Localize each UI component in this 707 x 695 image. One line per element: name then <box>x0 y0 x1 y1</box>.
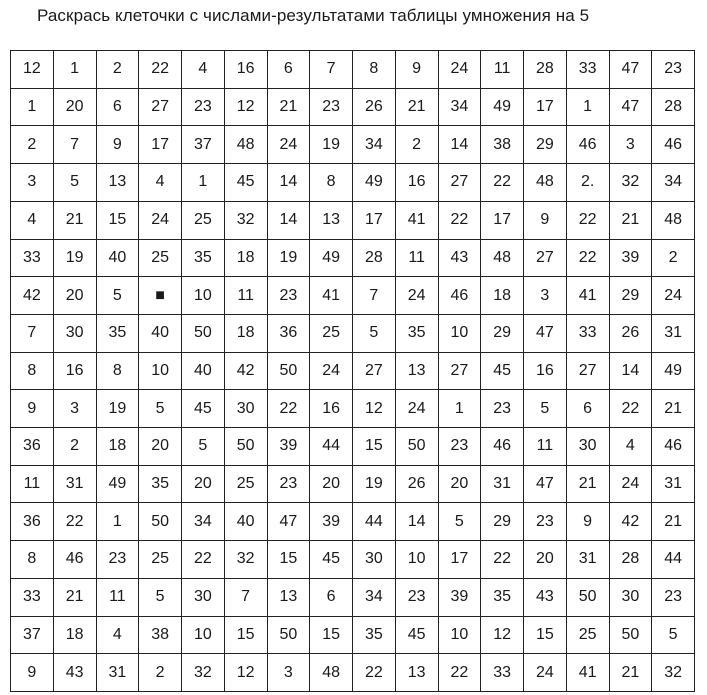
grid-cell[interactable]: 22 <box>566 239 609 277</box>
grid-cell[interactable]: 13 <box>395 352 438 390</box>
grid-cell[interactable]: 36 <box>267 314 310 352</box>
grid-cell[interactable]: 21 <box>652 390 695 428</box>
grid-row <box>11 164 695 202</box>
grid-cell[interactable]: 41 <box>395 201 438 239</box>
grid-cell[interactable]: 32 <box>224 541 267 579</box>
grid-cell[interactable]: 35 <box>182 239 225 277</box>
grid-cell[interactable]: 22 <box>353 654 396 692</box>
grid-cell[interactable]: 13 <box>96 164 139 202</box>
grid-cell[interactable]: 24 <box>438 51 481 89</box>
grid-cell[interactable]: 7 <box>224 578 267 616</box>
grid-cell[interactable]: 22 <box>182 541 225 579</box>
grid-cell[interactable]: 5 <box>652 616 695 654</box>
grid-cell[interactable]: 45 <box>182 390 225 428</box>
grid-cell[interactable]: 35 <box>481 578 524 616</box>
grid-cell[interactable]: 35 <box>139 465 182 503</box>
grid-cell[interactable]: 43 <box>438 239 481 277</box>
grid-cell[interactable]: 24 <box>609 465 652 503</box>
grid-cell[interactable]: 42 <box>224 352 267 390</box>
grid-cell[interactable]: 8 <box>96 352 139 390</box>
grid-cell[interactable]: 38 <box>139 616 182 654</box>
grid-row <box>11 541 695 579</box>
grid-cell[interactable]: 33 <box>481 654 524 692</box>
grid-cell[interactable]: 50 <box>224 428 267 466</box>
grid-cell[interactable]: 25 <box>139 239 182 277</box>
grid-cell[interactable]: 22 <box>267 390 310 428</box>
grid-cell[interactable]: 38 <box>481 126 524 164</box>
grid-cell[interactable]: 49 <box>353 164 396 202</box>
grid-cell[interactable]: 14 <box>395 503 438 541</box>
grid-cell[interactable]: 29 <box>524 126 567 164</box>
grid-cell[interactable]: 29 <box>609 277 652 315</box>
grid-cell[interactable]: 18 <box>96 428 139 466</box>
grid-cell[interactable]: 48 <box>524 164 567 202</box>
grid-cell[interactable]: 31 <box>652 314 695 352</box>
grid-cell[interactable]: 46 <box>652 428 695 466</box>
grid-row <box>11 654 695 692</box>
grid-cell[interactable]: 20 <box>53 88 96 126</box>
grid-cell[interactable]: 9 <box>566 503 609 541</box>
grid-cell[interactable]: 30 <box>609 578 652 616</box>
grid-cell[interactable]: 24 <box>310 352 353 390</box>
grid-cell[interactable]: 31 <box>481 465 524 503</box>
grid-cell[interactable]: 10 <box>438 616 481 654</box>
grid-cell[interactable]: 24 <box>652 277 695 315</box>
grid-cell[interactable]: 49 <box>481 88 524 126</box>
grid-cell[interactable]: 9 <box>11 654 54 692</box>
grid-row <box>11 352 695 390</box>
grid-cell[interactable]: 48 <box>652 201 695 239</box>
grid-cell[interactable]: 14 <box>438 126 481 164</box>
grid-cell[interactable]: 20 <box>182 465 225 503</box>
grid-row <box>11 578 695 616</box>
grid-cell[interactable]: 5 <box>353 314 396 352</box>
grid-cell[interactable]: 10 <box>438 314 481 352</box>
grid-cell[interactable]: 40 <box>224 503 267 541</box>
grid-cell[interactable]: 2 <box>96 51 139 89</box>
grid-cell[interactable]: 33 <box>11 239 54 277</box>
grid-cell[interactable]: 48 <box>481 239 524 277</box>
grid-cell[interactable]: 24 <box>524 654 567 692</box>
grid-cell[interactable]: 23 <box>310 88 353 126</box>
worksheet-title: Раскрась клеточки с числами-результатами таблицы умножения на 5 <box>37 6 590 25</box>
grid-row <box>11 390 695 428</box>
grid-row <box>11 428 695 466</box>
grid-cell[interactable]: 36 <box>11 503 54 541</box>
grid-cell[interactable]: 22 <box>609 390 652 428</box>
grid-cell[interactable]: 50 <box>267 616 310 654</box>
grid-cell[interactable]: 40 <box>182 352 225 390</box>
grid-cell[interactable]: 23 <box>652 578 695 616</box>
grid-cell[interactable]: 30 <box>224 390 267 428</box>
grid-cell[interactable]: 8 <box>11 352 54 390</box>
grid-cell[interactable]: 5 <box>53 164 96 202</box>
grid-cell[interactable]: 17 <box>481 201 524 239</box>
grid-cell[interactable]: 17 <box>353 201 396 239</box>
grid-cell[interactable]: 13 <box>310 201 353 239</box>
grid-cell[interactable]: 34 <box>652 164 695 202</box>
grid-cell[interactable]: 11 <box>395 239 438 277</box>
grid-cell[interactable]: 50 <box>267 352 310 390</box>
grid-cell[interactable]: 34 <box>438 88 481 126</box>
grid-cell[interactable]: 33 <box>11 578 54 616</box>
grid-cell[interactable]: 46 <box>53 541 96 579</box>
grid-cell[interactable]: 24 <box>395 277 438 315</box>
grid-cell[interactable]: 39 <box>310 503 353 541</box>
grid-cell[interactable]: 48 <box>224 126 267 164</box>
grid-cell[interactable]: 27 <box>524 239 567 277</box>
grid-cell[interactable]: 37 <box>182 126 225 164</box>
grid-cell[interactable]: 28 <box>353 239 396 277</box>
grid-cell[interactable]: 23 <box>524 503 567 541</box>
grid-cell[interactable]: 10 <box>139 352 182 390</box>
grid-cell[interactable]: 22 <box>139 51 182 89</box>
grid-cell[interactable]: 22 <box>53 503 96 541</box>
grid-cell[interactable]: 28 <box>524 51 567 89</box>
grid-cell[interactable]: 30 <box>566 428 609 466</box>
grid-cell[interactable]: 20 <box>524 541 567 579</box>
grid-cell[interactable]: 12 <box>224 88 267 126</box>
grid-cell[interactable]: 11 <box>224 277 267 315</box>
grid-cell[interactable]: 16 <box>310 390 353 428</box>
grid-cell[interactable]: 2 <box>652 239 695 277</box>
grid-cell[interactable]: 15 <box>96 201 139 239</box>
grid-cell[interactable]: 22 <box>481 541 524 579</box>
grid-row <box>11 239 695 277</box>
grid-cell[interactable]: 45 <box>395 616 438 654</box>
grid-cell[interactable]: 1 <box>53 51 96 89</box>
grid-cell[interactable]: 36 <box>11 428 54 466</box>
grid-cell[interactable]: 25 <box>182 201 225 239</box>
grid-cell[interactable]: 2 <box>395 126 438 164</box>
grid-cell[interactable]: 1 <box>566 88 609 126</box>
grid-cell[interactable]: 20 <box>438 465 481 503</box>
grid-cell[interactable]: 3 <box>53 390 96 428</box>
grid-cell[interactable]: 46 <box>438 277 481 315</box>
grid-cell[interactable]: 19 <box>96 390 139 428</box>
grid-cell[interactable]: 29 <box>481 314 524 352</box>
grid-cell[interactable]: 22 <box>438 201 481 239</box>
grid-cell[interactable]: 16 <box>524 352 567 390</box>
grid-cell[interactable]: 27 <box>438 352 481 390</box>
grid-cell[interactable]: 1 <box>96 503 139 541</box>
grid-cell[interactable]: 43 <box>53 654 96 692</box>
grid-cell[interactable]: 25 <box>139 541 182 579</box>
grid-cell[interactable]: 31 <box>53 465 96 503</box>
grid-cell[interactable]: 9 <box>11 390 54 428</box>
grid-cell[interactable]: 4 <box>139 164 182 202</box>
grid-cell[interactable]: 50 <box>609 616 652 654</box>
grid-cell[interactable]: 8 <box>11 541 54 579</box>
grid-cell[interactable]: 42 <box>609 503 652 541</box>
grid-cell[interactable]: 40 <box>139 314 182 352</box>
grid-cell[interactable]: 19 <box>353 465 396 503</box>
grid-cell[interactable]: 33 <box>566 314 609 352</box>
grid-cell[interactable]: 22 <box>566 201 609 239</box>
grid-cell[interactable]: 20 <box>53 277 96 315</box>
grid-cell[interactable]: 12 <box>353 390 396 428</box>
grid-cell[interactable]: 4 <box>609 428 652 466</box>
grid-cell[interactable]: 46 <box>481 428 524 466</box>
grid-cell[interactable]: 16 <box>395 164 438 202</box>
grid-cell[interactable]: 25 <box>310 314 353 352</box>
grid-cell[interactable]: 26 <box>353 88 396 126</box>
grid-cell[interactable]: 3 <box>609 126 652 164</box>
grid-cell[interactable]: 21 <box>267 88 310 126</box>
grid-cell[interactable]: 34 <box>353 126 396 164</box>
grid-cell[interactable]: 21 <box>53 201 96 239</box>
grid-cell[interactable]: 19 <box>53 239 96 277</box>
grid-cell[interactable]: 30 <box>53 314 96 352</box>
grid-cell[interactable]: 49 <box>652 352 695 390</box>
grid-cell[interactable]: 27 <box>566 352 609 390</box>
grid-cell[interactable]: 2. <box>566 164 609 202</box>
grid-cell[interactable]: 11 <box>96 578 139 616</box>
grid-cell[interactable]: 18 <box>224 314 267 352</box>
grid-cell[interactable]: 50 <box>566 578 609 616</box>
grid-cell[interactable]: 30 <box>353 541 396 579</box>
grid-cell[interactable]: 5 <box>438 503 481 541</box>
grid-cell[interactable]: 47 <box>609 88 652 126</box>
grid-body <box>11 51 695 692</box>
grid-cell[interactable]: 6 <box>267 51 310 89</box>
grid-cell[interactable]: 27 <box>353 352 396 390</box>
grid-cell[interactable]: 23 <box>652 51 695 89</box>
grid-cell[interactable]: 4 <box>96 616 139 654</box>
grid-cell[interactable]: 24 <box>139 201 182 239</box>
grid-cell[interactable]: 16 <box>224 51 267 89</box>
grid-cell[interactable]: 7 <box>53 126 96 164</box>
grid-cell[interactable]: 50 <box>395 428 438 466</box>
grid-row <box>11 88 695 126</box>
grid-cell[interactable]: 9 <box>524 201 567 239</box>
grid-cell[interactable]: 12 <box>224 654 267 692</box>
grid-cell[interactable]: 18 <box>53 616 96 654</box>
grid-cell[interactable]: 5 <box>139 578 182 616</box>
grid-cell[interactable]: 20 <box>139 428 182 466</box>
grid-cell[interactable]: 32 <box>609 164 652 202</box>
grid-cell[interactable]: 3 <box>267 654 310 692</box>
grid-row <box>11 314 695 352</box>
grid-cell[interactable]: 41 <box>566 277 609 315</box>
grid-cell[interactable]: 18 <box>481 277 524 315</box>
grid-cell[interactable]: 15 <box>524 616 567 654</box>
grid-cell[interactable]: 43 <box>524 578 567 616</box>
grid-cell[interactable]: 31 <box>96 654 139 692</box>
grid-cell[interactable]: 32 <box>224 201 267 239</box>
grid-row <box>11 503 695 541</box>
grid-cell[interactable]: 21 <box>395 88 438 126</box>
grid-cell[interactable]: 49 <box>310 239 353 277</box>
grid-cell[interactable]: 10 <box>395 541 438 579</box>
grid-cell[interactable]: 46 <box>652 126 695 164</box>
grid-cell[interactable]: 31 <box>652 465 695 503</box>
grid-cell[interactable]: 35 <box>395 314 438 352</box>
grid-cell[interactable]: 21 <box>566 465 609 503</box>
grid-cell[interactable]: 50 <box>139 503 182 541</box>
grid-cell[interactable]: 14 <box>267 201 310 239</box>
grid-cell[interactable]: 2 <box>53 428 96 466</box>
grid-cell[interactable]: 1 <box>11 88 54 126</box>
grid-cell[interactable]: 24 <box>395 390 438 428</box>
grid-cell[interactable]: 16 <box>53 352 96 390</box>
grid-row <box>11 51 695 89</box>
grid-cell[interactable]: 23 <box>96 541 139 579</box>
grid-cell[interactable]: 17 <box>139 126 182 164</box>
grid-cell[interactable]: 9 <box>395 51 438 89</box>
grid-cell[interactable]: 48 <box>310 654 353 692</box>
grid-cell[interactable]: 5 <box>139 390 182 428</box>
grid-cell[interactable]: 8 <box>310 164 353 202</box>
grid-cell[interactable]: 14 <box>609 352 652 390</box>
grid-cell[interactable]: 23 <box>481 390 524 428</box>
grid-cell[interactable]: 30 <box>182 578 225 616</box>
grid-cell[interactable]: 46 <box>566 126 609 164</box>
grid-cell[interactable]: 49 <box>96 465 139 503</box>
grid-cell[interactable]: 21 <box>53 578 96 616</box>
grid-cell[interactable]: 19 <box>267 239 310 277</box>
grid-cell[interactable]: 45 <box>310 541 353 579</box>
grid-cell[interactable]: 50 <box>182 314 225 352</box>
grid-cell[interactable]: 15 <box>267 541 310 579</box>
grid-cell[interactable]: 1 <box>438 390 481 428</box>
grid-cell[interactable]: 6 <box>566 390 609 428</box>
grid-cell[interactable]: 13 <box>267 578 310 616</box>
grid-cell[interactable]: 5 <box>524 390 567 428</box>
grid-cell[interactable]: 23 <box>267 277 310 315</box>
grid-cell[interactable]: 35 <box>353 616 396 654</box>
grid-cell[interactable]: 7 <box>310 51 353 89</box>
grid-cell[interactable]: 11 <box>481 51 524 89</box>
grid-cell[interactable]: 41 <box>566 654 609 692</box>
grid-cell[interactable]: 5 <box>96 277 139 315</box>
grid-cell[interactable]: 37 <box>11 616 54 654</box>
grid-cell[interactable]: 28 <box>652 88 695 126</box>
grid-cell[interactable]: 13 <box>395 654 438 692</box>
grid-cell[interactable]: 6 <box>96 88 139 126</box>
grid-cell[interactable]: 33 <box>566 51 609 89</box>
grid-cell[interactable]: 23 <box>395 578 438 616</box>
grid-cell[interactable]: 47 <box>524 314 567 352</box>
grid-cell[interactable]: 44 <box>652 541 695 579</box>
grid-cell[interactable]: 14 <box>267 164 310 202</box>
grid-cell[interactable]: 2 <box>11 126 54 164</box>
grid-cell[interactable]: 4 <box>182 51 225 89</box>
grid-cell[interactable]: 44 <box>353 503 396 541</box>
grid-cell[interactable]: 24 <box>267 126 310 164</box>
grid-cell[interactable]: 15 <box>353 428 396 466</box>
grid-cell[interactable]: 15 <box>224 616 267 654</box>
grid-cell[interactable]: 47 <box>524 465 567 503</box>
grid-cell[interactable]: 2 <box>139 654 182 692</box>
grid-cell[interactable]: 12 <box>481 616 524 654</box>
grid-cell[interactable]: 19 <box>310 126 353 164</box>
grid-row <box>11 616 695 654</box>
grid-cell[interactable]: 4 <box>11 201 54 239</box>
grid-cell[interactable]: 12 <box>11 51 54 89</box>
grid-cell[interactable]: 25 <box>566 616 609 654</box>
grid-cell[interactable]: 23 <box>438 428 481 466</box>
grid-cell[interactable]: 3 <box>11 164 54 202</box>
grid-cell[interactable]: 5 <box>182 428 225 466</box>
grid-cell[interactable]: 26 <box>395 465 438 503</box>
grid-cell[interactable]: 18 <box>224 239 267 277</box>
grid-cell[interactable]: 17 <box>524 88 567 126</box>
grid-cell[interactable]: 6 <box>310 578 353 616</box>
grid-cell[interactable]: 23 <box>267 465 310 503</box>
grid-cell[interactable]: 21 <box>652 503 695 541</box>
grid-row <box>11 201 695 239</box>
grid-cell[interactable]: 45 <box>481 352 524 390</box>
grid-cell[interactable]: 11 <box>524 428 567 466</box>
grid-cell[interactable]: 45 <box>224 164 267 202</box>
grid-cell[interactable]: 17 <box>438 541 481 579</box>
grid-cell[interactable]: 32 <box>182 654 225 692</box>
grid-cell[interactable]: 27 <box>139 88 182 126</box>
grid-cell[interactable]: 42 <box>11 277 54 315</box>
grid-cell[interactable]: 22 <box>481 164 524 202</box>
grid-cell[interactable]: 21 <box>609 201 652 239</box>
grid-cell[interactable]: 40 <box>96 239 139 277</box>
multiplication-grid <box>10 50 695 692</box>
grid-cell[interactable]: 25 <box>224 465 267 503</box>
grid-cell[interactable]: 1 <box>182 164 225 202</box>
grid-cell[interactable]: 26 <box>609 314 652 352</box>
grid-cell[interactable]: 10 <box>182 616 225 654</box>
grid-cell[interactable]: 23 <box>182 88 225 126</box>
grid-row <box>11 126 695 164</box>
grid-cell[interactable]: 39 <box>267 428 310 466</box>
grid-cell[interactable]: 47 <box>267 503 310 541</box>
grid-cell[interactable]: 35 <box>96 314 139 352</box>
grid-cell[interactable]: 41 <box>310 277 353 315</box>
grid-cell[interactable]: 8 <box>353 51 396 89</box>
grid-cell[interactable]: 34 <box>182 503 225 541</box>
grid-cell[interactable]: 21 <box>609 654 652 692</box>
grid-cell[interactable]: 11 <box>11 465 54 503</box>
grid-cell[interactable]: 3 <box>524 277 567 315</box>
grid-cell[interactable]: 47 <box>609 51 652 89</box>
grid-cell[interactable]: 34 <box>353 578 396 616</box>
grid-cell[interactable]: 28 <box>609 541 652 579</box>
grid-cell[interactable]: 27 <box>438 164 481 202</box>
grid-cell[interactable]: 39 <box>609 239 652 277</box>
grid-row <box>11 277 695 315</box>
grid-cell[interactable]: 7 <box>353 277 396 315</box>
grid-cell[interactable]: 9 <box>96 126 139 164</box>
grid-cell[interactable]: ■ <box>139 277 182 315</box>
grid-cell[interactable]: 32 <box>652 654 695 692</box>
grid-cell[interactable]: 39 <box>438 578 481 616</box>
grid-cell[interactable]: 20 <box>310 465 353 503</box>
grid-row <box>11 465 695 503</box>
grid-cell[interactable]: 44 <box>310 428 353 466</box>
grid-cell[interactable]: 15 <box>310 616 353 654</box>
grid-cell[interactable]: 10 <box>182 277 225 315</box>
grid-cell[interactable]: 7 <box>11 314 54 352</box>
grid-cell[interactable]: 22 <box>438 654 481 692</box>
grid-cell[interactable]: 29 <box>481 503 524 541</box>
grid-cell[interactable]: 31 <box>566 541 609 579</box>
